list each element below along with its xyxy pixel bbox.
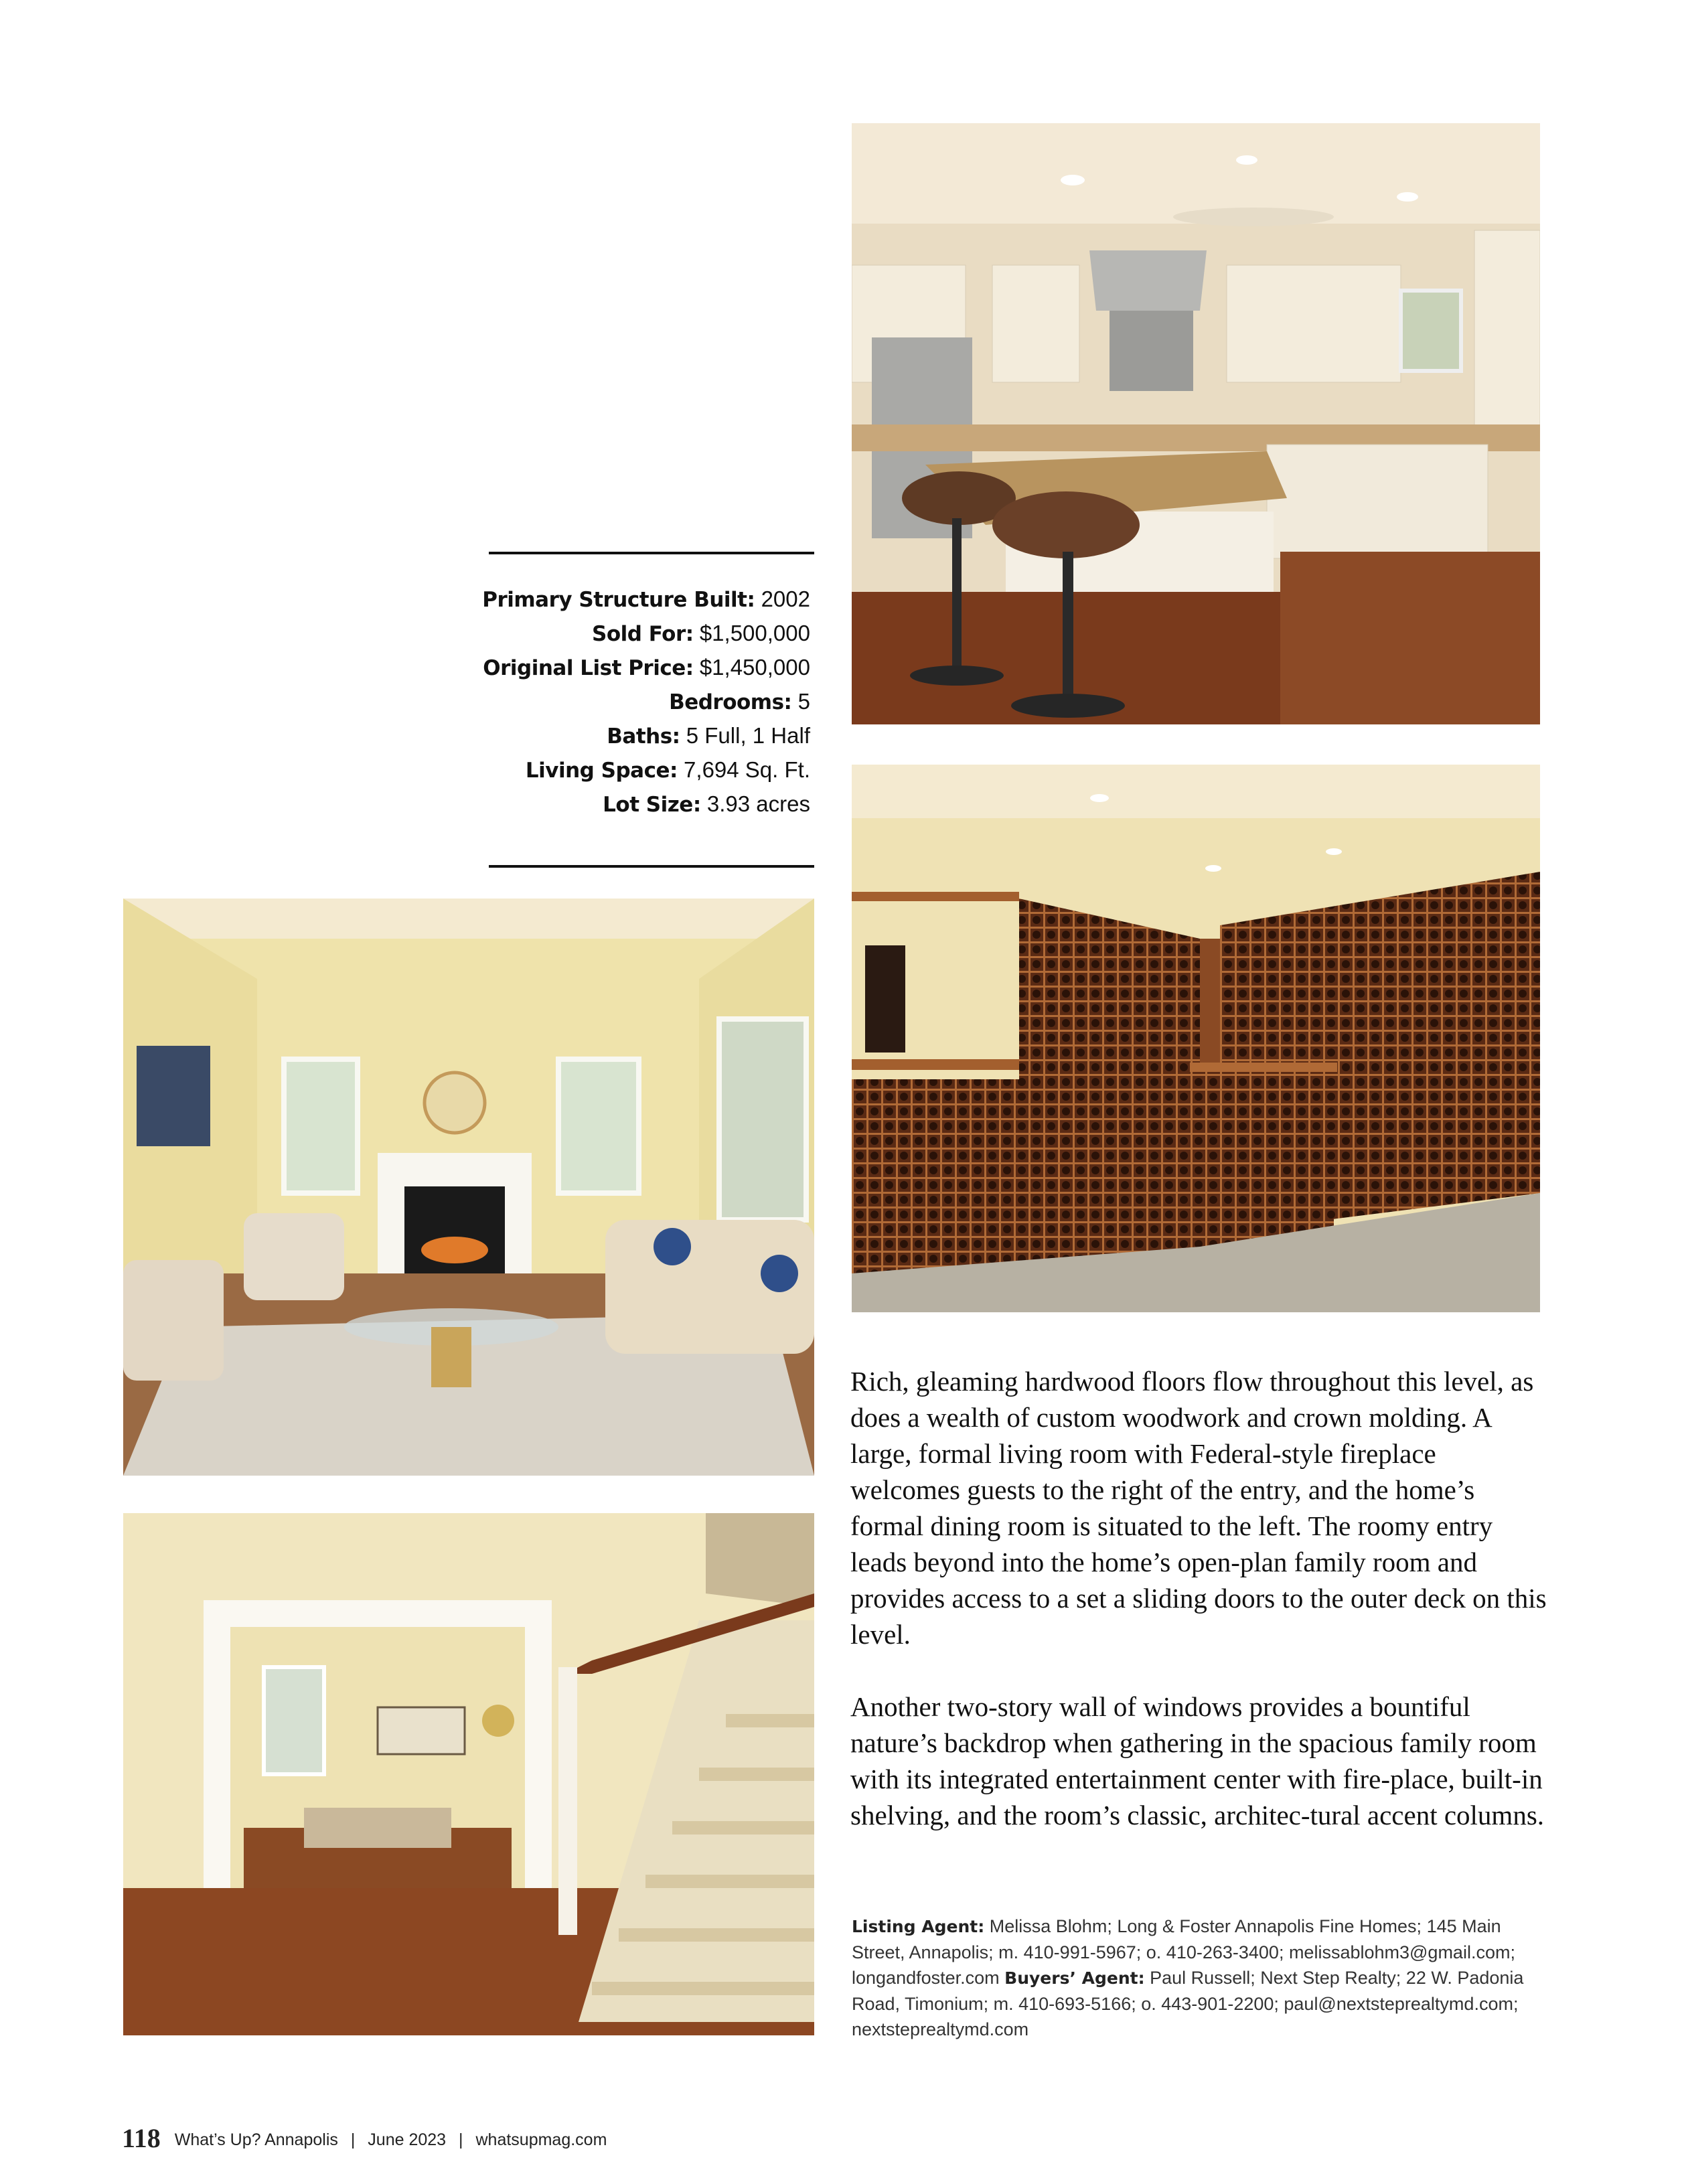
footer-separator: | <box>459 2130 463 2149</box>
fact-year-built: Primary Structure Built: 2002 <box>482 587 810 612</box>
website-link[interactable]: whatsupmag.com <box>475 2130 607 2149</box>
fact-baths: Baths: 5 Full, 1 Half <box>607 723 810 749</box>
page-footer <box>122 2122 607 2154</box>
paragraph-text: Another two-story wall of windows provides a bountiful nature’s backdrop when gathering in the spacious family room with its integrated entertainment center with fire-place, built-in shelving, and the room’s classic, architec-tural accent columns. <box>850 1691 1545 1830</box>
fact-lot-size: Lot Size: 3.93 acres <box>603 791 810 817</box>
fact-bedrooms: Bedrooms: 5 <box>669 689 810 714</box>
issue-date: June 2023 <box>368 2130 447 2149</box>
agent-info <box>852 1914 1548 2042</box>
kitchen-photo <box>852 123 1540 724</box>
paragraph-text: Rich, gleaming hardwood floors flow throughout this level, as does a wealth of custom woodwork and crown molding. A large, formal living room with Federal-style fireplace welcomes guests to the right of the entry, and the home’s formal dining room is situated to the left. The roomy entry leads beyond into the home’s open-plan family room and provides access to a set a sliding doors to the outer deck on this level. <box>850 1366 1547 1650</box>
page-number: 118 <box>122 2123 161 2153</box>
body-paragraph-2 <box>850 1689 1547 1833</box>
living-room-photo <box>123 899 814 1476</box>
footer-separator: | <box>350 2130 356 2149</box>
buyers-agent-label: Buyers’ Agent: <box>1004 1968 1145 1988</box>
fact-list-price: Original List Price: $1,450,000 <box>483 655 810 680</box>
facts-top-rule <box>489 552 814 554</box>
fact-living-space: Living Space: 7,694 Sq. Ft. <box>525 757 810 783</box>
listing-agent-label: Listing Agent: <box>852 1917 985 1936</box>
body-paragraph-1 <box>850 1363 1547 1652</box>
fact-sold-for: Sold For: $1,500,000 <box>592 621 810 646</box>
property-facts <box>469 582 810 822</box>
buyers-agent-text: Paul Russell; Next Step Realty; 22 W. Padonia Road, Timonium; m. 410-693-5166; o. 443-901-2200; paul@nextsteprealtymd.com; nextsteprealtymd.com <box>852 1968 1524 2039</box>
publication-name: What’s Up? Annapolis <box>174 2130 338 2149</box>
entry-stairs-photo <box>123 1513 814 2035</box>
listing-agent-text: Melissa Blohm; Long & Foster Annapolis Fine Homes; 145 Main Street, Annapolis; m. 410-991-5967; o. 410-263-3400; melissablohm3@gmail.com; longandfoster.com <box>852 1916 1515 1988</box>
facts-bottom-rule <box>489 865 814 868</box>
wine-cellar-photo <box>852 765 1540 1312</box>
